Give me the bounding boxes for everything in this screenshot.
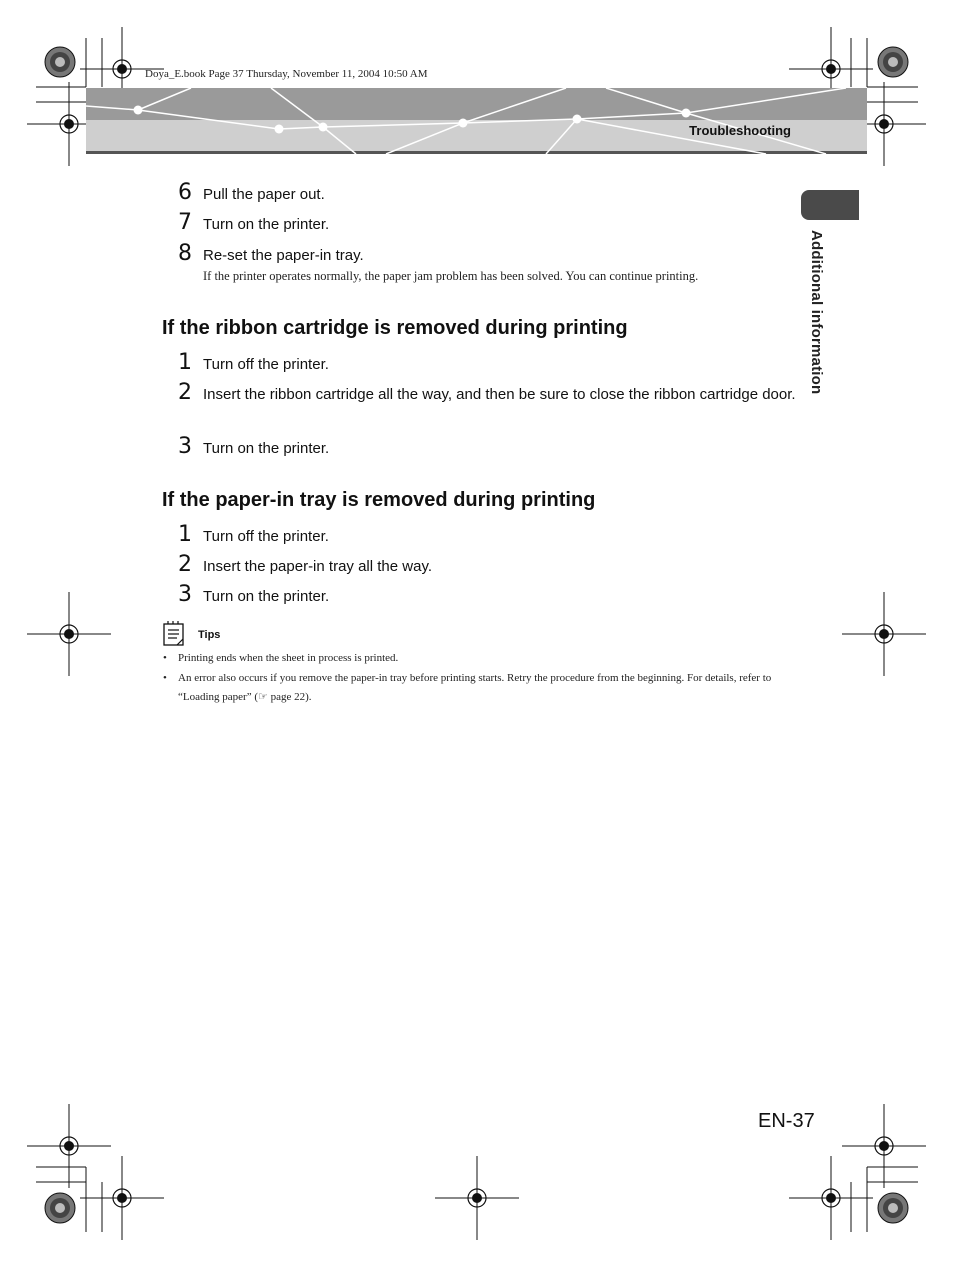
step-number: 3 — [178, 434, 192, 459]
step-text: Turn off the printer. — [203, 356, 329, 373]
tip-text: An error also occurs if you remove the paper-in tray before printing starts. Retry the procedure from the beginning. For details, refer to “Loading paper” (☞ page 22). — [178, 672, 772, 703]
step-text: Insert the paper-in tray all the way. — [203, 558, 432, 575]
bullet-dot: • — [163, 652, 167, 664]
step-text: Turn on the printer. — [203, 440, 330, 457]
header-banner — [86, 88, 867, 154]
step-item — [178, 350, 329, 376]
step-text: Pull the paper out. — [203, 186, 325, 203]
file-header: Doya_E.book Page 37 Thursday, November 11, 2004 10:50 AM — [145, 68, 428, 80]
side-title: Additional information — [808, 230, 825, 395]
step-number: 2 — [178, 380, 192, 405]
step-number: 6 — [178, 180, 192, 205]
step-item — [178, 210, 330, 236]
step-text: Turn on the printer. — [203, 588, 330, 605]
step-text: Turn on the printer. — [203, 216, 330, 233]
step-number: 3 — [178, 582, 192, 607]
step-text: Turn off the printer. — [203, 528, 329, 545]
step-number: 8 — [178, 241, 192, 266]
step-number: 2 — [178, 552, 192, 577]
step-item — [178, 582, 330, 608]
section-heading: If the ribbon cartridge is removed during printing — [162, 317, 628, 339]
step-item — [178, 241, 364, 267]
side-tab — [801, 190, 859, 220]
step-number: 1 — [178, 350, 192, 375]
step-item — [178, 522, 329, 548]
step-text: Insert the ribbon cartridge all the way, and then be sure to close the ribbon cartridge door. — [203, 386, 796, 403]
step-item — [178, 380, 798, 406]
step-text: Re-set the paper-in tray. — [203, 247, 364, 264]
tips-label: Tips — [198, 629, 221, 641]
tip-bullet — [163, 669, 788, 707]
memo-icon — [162, 621, 188, 647]
tip-bullet — [163, 649, 788, 668]
tip-text: Printing ends when the sheet in process is printed. — [178, 652, 399, 664]
step-number: 1 — [178, 522, 192, 547]
section-heading: If the paper-in tray is removed during printing — [162, 489, 596, 511]
bullet-dot: • — [163, 672, 167, 684]
section-label: Troubleshooting — [689, 123, 791, 138]
step-item — [178, 180, 325, 206]
step-item — [178, 552, 432, 578]
step-note: If the printer operates normally, the paper jam problem has been solved. You can continue printing. — [203, 269, 699, 283]
step-number: 7 — [178, 210, 192, 235]
step-item — [178, 434, 330, 460]
page-number: EN-37 — [758, 1110, 815, 1132]
